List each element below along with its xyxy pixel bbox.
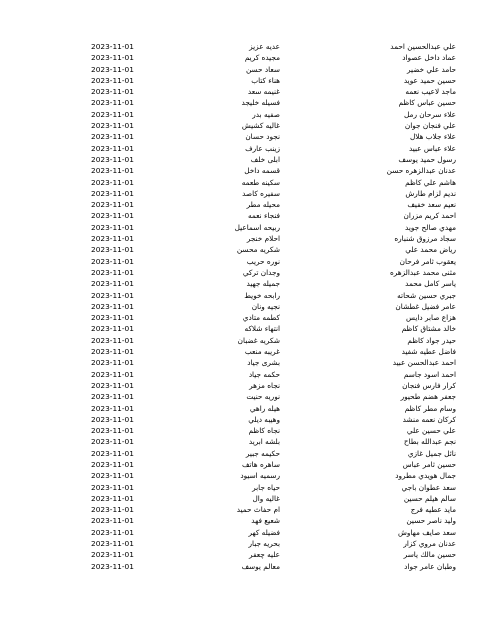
- record-date: 2023-11-01: [91, 550, 134, 560]
- mother-name: جميله جهيد: [246, 279, 280, 289]
- mother-name: سعاد حسن: [245, 64, 280, 74]
- mother-name: نجيه ونان: [251, 301, 280, 311]
- table-row: [86, 154, 456, 165]
- person-name: سعد صايف مهاوش: [397, 527, 456, 537]
- mother-name: نجاه كاظم: [248, 426, 280, 436]
- table-row: [86, 41, 456, 52]
- person-name: عماد داخل عصواد: [402, 53, 456, 63]
- person-name: نائل جميل غازي: [407, 448, 456, 458]
- mother-name: فنجاء نعمه: [247, 211, 280, 221]
- mother-name: شكريه غضبان: [237, 335, 280, 345]
- table-row: [86, 549, 456, 560]
- person-name: مهدي صالح جويد: [405, 222, 456, 232]
- mother-name: رسميه اسيود: [240, 471, 280, 481]
- person-name: حسين حميد عويد: [403, 75, 456, 85]
- record-date: 2023-11-01: [91, 87, 134, 97]
- person-name: هاشم علي كاظم: [405, 177, 456, 187]
- person-name: كركان نعمه منشد: [402, 414, 456, 424]
- record-date: 2023-11-01: [91, 53, 134, 63]
- table-row: [86, 165, 456, 176]
- record-date: 2023-11-01: [91, 482, 134, 492]
- person-name: وطبان عامر جواد: [404, 561, 456, 571]
- person-name: احمد اسود جاسم: [403, 369, 456, 379]
- mother-name: فسيله خليجد: [241, 98, 280, 108]
- mother-name: غاليه كشيش: [241, 121, 280, 131]
- record-date: 2023-11-01: [91, 42, 134, 51]
- record-date: 2023-11-01: [91, 166, 134, 176]
- mother-name: محيله مطر: [246, 200, 280, 210]
- record-date: 2023-11-01: [91, 324, 134, 334]
- table-row: [86, 301, 456, 312]
- mother-name: قسمه داخل: [244, 166, 280, 176]
- mother-name: نجاه مزهر: [249, 380, 280, 390]
- record-date: 2023-11-01: [91, 188, 134, 198]
- mother-name: نوره حريب: [246, 256, 280, 266]
- mother-name: غاليه وال: [252, 493, 280, 503]
- record-date: 2023-11-01: [91, 301, 134, 311]
- person-name: جبري حسين شحاته: [397, 290, 456, 300]
- mother-name: كطمه متادي: [242, 313, 280, 323]
- record-date: 2023-11-01: [91, 177, 134, 187]
- mother-name: ربيحه اسماعيل: [234, 222, 280, 232]
- person-name: علي فنجان جوان: [404, 121, 456, 131]
- table-row: [86, 131, 456, 142]
- record-date: 2023-11-01: [91, 234, 134, 244]
- table-row: [86, 323, 456, 334]
- mother-name: زينب عارف: [245, 143, 280, 153]
- mother-name: سفيره كاصد: [242, 188, 280, 198]
- person-name: حسين مالك ياسر: [403, 550, 456, 560]
- mother-name: غريبه منعب: [244, 347, 280, 357]
- mother-name: مجيده كريم: [244, 53, 280, 63]
- mother-name: ساهره هاتف: [241, 459, 280, 469]
- table-row: [86, 290, 456, 301]
- record-date: 2023-11-01: [91, 154, 134, 164]
- table-row: [86, 414, 456, 425]
- person-name: سعد عطوان باجي: [401, 482, 456, 492]
- table-row: [86, 346, 456, 357]
- record-date: 2023-11-01: [91, 527, 134, 537]
- table-row: [86, 222, 456, 233]
- mother-name: معالم يوسف: [241, 561, 280, 571]
- mother-name: بشرى جياد: [247, 358, 280, 368]
- record-date: 2023-11-01: [91, 471, 134, 481]
- record-date: 2023-11-01: [91, 290, 134, 300]
- table-row: [86, 425, 456, 436]
- person-name: فاضل عطيه شفيد: [401, 347, 456, 357]
- table-row: [86, 470, 456, 481]
- record-date: 2023-11-01: [91, 403, 134, 413]
- mother-name: هناء كتاب: [251, 75, 280, 85]
- record-date: 2023-11-01: [91, 267, 134, 277]
- table-row: [86, 391, 456, 402]
- mother-name: حياه جابر: [252, 482, 280, 492]
- table-row: [86, 233, 456, 244]
- record-date: 2023-11-01: [91, 358, 134, 368]
- table-row: [86, 335, 456, 346]
- record-date: 2023-11-01: [91, 143, 134, 153]
- person-name: علي عبدالحسين احمد: [390, 42, 456, 51]
- person-name: علاء سرحان رمل: [404, 109, 456, 119]
- mother-name: صفيه بدر: [252, 109, 280, 119]
- person-name: يعقوب ثامر فرحان: [399, 256, 456, 266]
- person-name: حسين عباس كاظم: [398, 98, 456, 108]
- table-row: [86, 403, 456, 414]
- person-name: مايد عطيه فرج: [410, 505, 456, 515]
- record-date: 2023-11-01: [91, 493, 134, 503]
- table-row: [86, 120, 456, 131]
- record-date: 2023-11-01: [91, 132, 134, 142]
- record-date: 2023-11-01: [91, 335, 134, 345]
- person-name: ماجد لاعيب نعمه: [405, 87, 456, 97]
- record-date: 2023-11-01: [91, 539, 134, 549]
- person-name: حسين ثامر عباس: [402, 459, 456, 469]
- table-row: [86, 75, 456, 86]
- record-date: 2023-11-01: [91, 222, 134, 232]
- person-name: رياض محمد علي: [405, 245, 456, 255]
- person-name: نعيم سعد خفيف: [407, 200, 456, 210]
- record-date: 2023-11-01: [91, 211, 134, 221]
- table-row: [86, 561, 456, 572]
- table-row: [86, 64, 456, 75]
- table-row: [86, 482, 456, 493]
- person-name: حامد علي خضير: [406, 64, 456, 74]
- person-name: مثنى محمد عبدالزهره: [389, 267, 456, 277]
- table-row: [86, 448, 456, 459]
- record-date: 2023-11-01: [91, 369, 134, 379]
- person-name: احمد عبدالحسن عبيد: [392, 358, 456, 368]
- record-date: 2023-11-01: [91, 380, 134, 390]
- record-date: 2023-11-01: [91, 392, 134, 402]
- table-row: [86, 244, 456, 255]
- mother-name: نوريه حنيت: [246, 392, 280, 402]
- mother-name: بحريه جبار: [248, 539, 280, 549]
- mother-name: هيله راهي: [249, 403, 280, 413]
- person-name: سالم هيلم حسين: [403, 493, 456, 503]
- person-name: كرار فارس فنجان: [402, 380, 456, 390]
- person-name: وسام مطر كاظم: [404, 403, 456, 413]
- mother-name: سكينه طعمه: [241, 177, 280, 187]
- table-row: [86, 459, 456, 470]
- record-date: 2023-11-01: [91, 414, 134, 424]
- person-name: نجم عبدالله بطاح: [403, 437, 456, 447]
- table-row: [86, 312, 456, 323]
- record-date: 2023-11-01: [91, 109, 134, 119]
- mother-name: احلام خنجر: [246, 234, 280, 244]
- person-name: علي حسين علي: [406, 426, 456, 436]
- record-date: 2023-11-01: [91, 448, 134, 458]
- record-date: 2023-11-01: [91, 437, 134, 447]
- person-name: هزاع صابر دايس: [406, 313, 456, 323]
- table-row: [86, 210, 456, 221]
- record-date: 2023-11-01: [91, 75, 134, 85]
- record-date: 2023-11-01: [91, 121, 134, 131]
- mother-name: حكمه جياد: [248, 369, 280, 379]
- table-row: [86, 515, 456, 526]
- mother-name: ام حفاث حميد: [236, 505, 280, 515]
- person-name: عدنان مروي كزار: [403, 539, 456, 549]
- table-row: [86, 177, 456, 188]
- record-date: 2023-11-01: [91, 64, 134, 74]
- table-row: [86, 380, 456, 391]
- person-name: وليد ناصر حسين: [406, 516, 456, 526]
- mother-name: نجود حسان: [245, 132, 280, 142]
- record-date: 2023-11-01: [91, 561, 134, 571]
- mother-name: فضيله كهر: [248, 527, 280, 537]
- record-date: 2023-11-01: [91, 459, 134, 469]
- mother-name: عليه چعفر: [249, 550, 280, 560]
- table-row: [86, 504, 456, 515]
- table-row: [86, 267, 456, 278]
- table-row: [86, 256, 456, 267]
- person-name: علاء عباس عبيد: [408, 143, 456, 153]
- mother-name: رابحه خويط: [244, 290, 280, 300]
- record-date: 2023-11-01: [91, 200, 134, 210]
- person-name: سجاد مرزوق شنباره: [394, 234, 456, 244]
- person-name: جمال هويدي مطرود: [395, 471, 456, 481]
- record-date: 2023-11-01: [91, 313, 134, 323]
- table-row: [86, 97, 456, 108]
- mother-name: عديه عزيز: [249, 42, 280, 51]
- record-date: 2023-11-01: [91, 279, 134, 289]
- mother-name: بلشه ابريد: [248, 437, 280, 447]
- mother-name: شعيع فهد: [251, 516, 280, 526]
- table-row: [86, 199, 456, 210]
- record-date: 2023-11-01: [91, 426, 134, 436]
- table-row: [86, 278, 456, 289]
- table-row: [86, 188, 456, 199]
- person-name: نديم لزام طارش: [405, 188, 456, 198]
- mother-name: شكريه محسن: [236, 245, 280, 255]
- person-name: ياسر كامل محمد: [405, 279, 456, 289]
- mother-name: غنيمه سعد: [247, 87, 280, 97]
- mother-name: حكيمه جبير: [245, 448, 280, 458]
- table-row: [86, 86, 456, 97]
- table-row: [86, 52, 456, 63]
- person-name: جعفر هضم طحيور: [400, 392, 456, 402]
- table-row: [86, 369, 456, 380]
- mother-name: ابلى خلف: [250, 154, 280, 164]
- records-table: [86, 41, 456, 572]
- table-row: [86, 357, 456, 368]
- record-date: 2023-11-01: [91, 505, 134, 515]
- record-date: 2023-11-01: [91, 516, 134, 526]
- person-name: احمد كريم مزران: [403, 211, 456, 221]
- table-row: [86, 493, 456, 504]
- person-name: عدنان عبدالزهره حسن: [386, 166, 456, 176]
- record-date: 2023-11-01: [91, 347, 134, 357]
- record-date: 2023-11-01: [91, 98, 134, 108]
- mother-name: انتهاء شلاكه: [244, 324, 280, 334]
- table-row: [86, 143, 456, 154]
- mother-name: وهيبه ديلي: [248, 414, 280, 424]
- table-row: [86, 538, 456, 549]
- mother-name: وجدان تركي: [242, 267, 280, 277]
- table-row: [86, 109, 456, 120]
- person-name: خالد مشتاق كاظم: [401, 324, 456, 334]
- record-date: 2023-11-01: [91, 256, 134, 266]
- record-date: 2023-11-01: [91, 245, 134, 255]
- person-name: حيدر جواد كاظم: [407, 335, 456, 345]
- table-row: [86, 527, 456, 538]
- person-name: علاء جلاب هلال: [409, 132, 456, 142]
- person-name: عامر فضيل غطشان: [395, 301, 456, 311]
- table-row: [86, 436, 456, 447]
- person-name: رسول حميد يوسف: [398, 154, 456, 164]
